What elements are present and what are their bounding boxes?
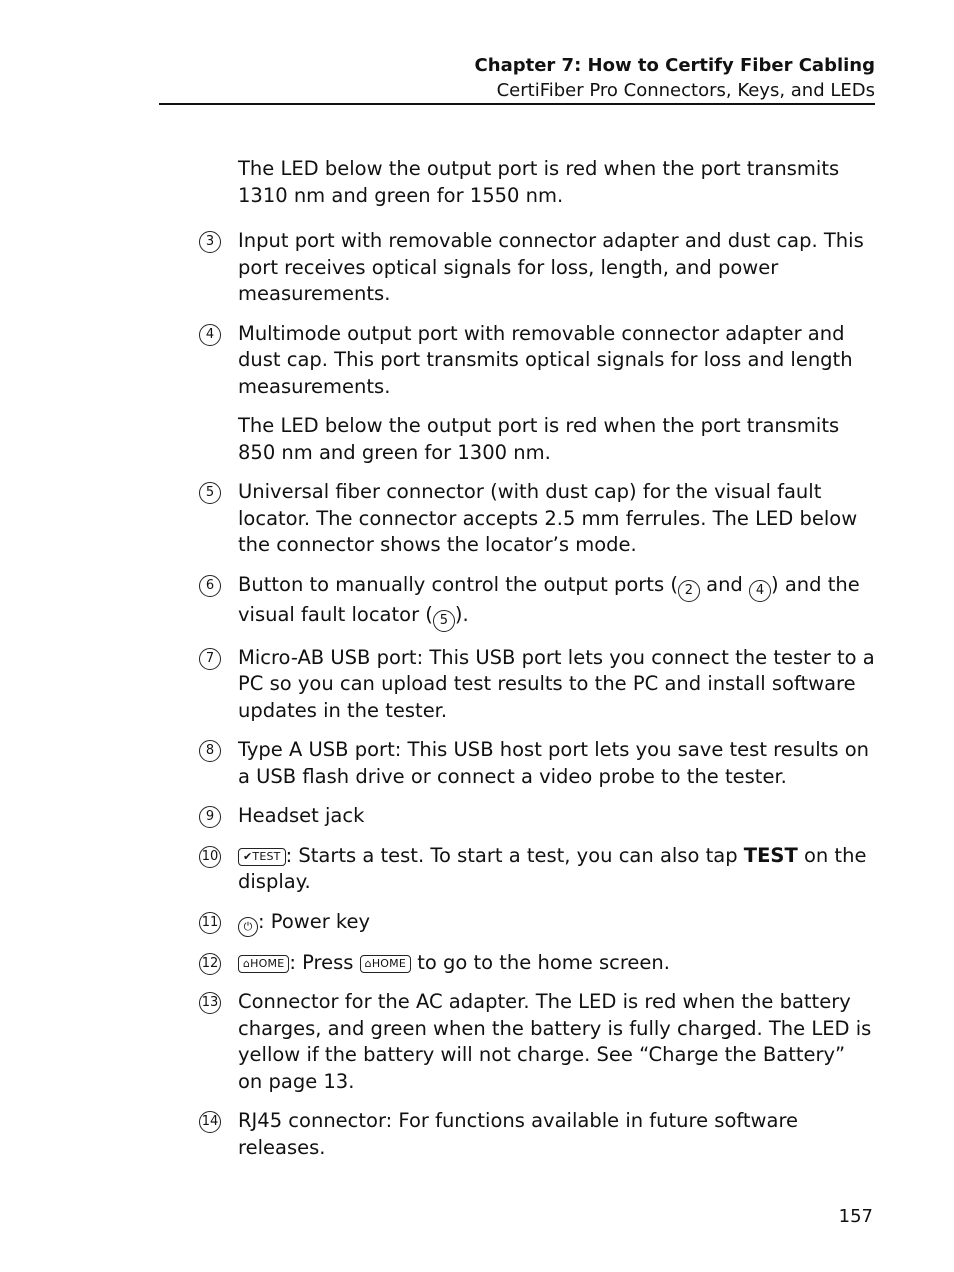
callout-number: 13 (199, 992, 221, 1014)
item-text: Connector for the AC adapter. The LED is red when the battery charges, and green when the battery is fully charged. The LED is yellow if the battery will not charge. See “Charge the Battery” on page 13. (238, 990, 872, 1093)
item-text: Input port with removable connector adapter and dust cap. This port receives optical signals for loss, length, and power measurements. (238, 229, 864, 305)
header-rule (159, 103, 875, 105)
callout-number: 11 (199, 912, 221, 934)
list-item-9 (199, 803, 875, 830)
home-key-icon: ⌂HOME (238, 955, 289, 973)
item-text (238, 844, 866, 894)
power-icon: ⏻ (238, 917, 258, 937)
callout-number: 6 (199, 575, 221, 597)
text-segment: : Starts a test. To start a test, you can also tap (285, 843, 744, 867)
item-text: Micro-AB USB port: This USB port lets you connect the tester to a PC so you can upload test results to the PC and install software updates in the tester. (238, 645, 875, 722)
callout-number: 7 (199, 648, 221, 670)
section-title: CertiFiber Pro Connectors, Keys, and LEDs (496, 80, 875, 101)
callout-number: 3 (199, 231, 221, 253)
inline-callout: 5 (433, 610, 455, 632)
item-text: RJ45 connector: For functions available in future software releases. (238, 1109, 799, 1159)
led-note-850: The LED below the output port is red when the port transmits 850 nm and green for 1300 nm. (238, 414, 840, 464)
test-key-icon: ✔TEST (238, 848, 286, 866)
list-item-12 (199, 950, 875, 977)
item-text (238, 573, 860, 626)
callout-number: 5 (199, 482, 221, 504)
callout-number: 8 (199, 740, 221, 762)
list-item-10 (199, 843, 875, 896)
callout-number: 10 (199, 846, 221, 868)
list-item-13 (199, 989, 875, 1095)
page-number: 157 (838, 1206, 873, 1227)
text-segment: on the display. (238, 843, 867, 893)
inline-callout: 4 (749, 580, 771, 602)
text-segment: ) and the visual fault locator ( (238, 572, 860, 626)
list-item-14 (199, 1108, 875, 1161)
body-content (199, 135, 875, 1161)
text-segment: : Power key (258, 909, 371, 933)
chapter-title: Chapter 7: How to Certify Fiber Cabling (474, 55, 875, 76)
list-item-4 (199, 321, 875, 401)
callout-number: 9 (199, 806, 221, 828)
text-segment: : Press (289, 950, 360, 974)
callout-number: 14 (199, 1111, 221, 1133)
list-item-7 (199, 645, 875, 725)
item-text (238, 951, 670, 974)
text-segment: to go to the home screen. (411, 950, 670, 974)
list-item-6 (199, 572, 875, 632)
inline-callout: 2 (678, 580, 700, 602)
led-note-1310: The LED below the output port is red when the port transmits 1310 nm and green for 1550 nm. (238, 156, 840, 207)
item-text: Multimode output port with removable connector adapter and dust cap. This port transmits optical signals for loss and length measurements. (238, 321, 853, 398)
test-label: TEST (743, 843, 798, 867)
list-item-5 (199, 479, 875, 559)
item-text (238, 910, 370, 933)
text-segment: ). (454, 602, 469, 626)
text-segment: and (699, 572, 750, 596)
item-text: Headset jack (238, 804, 365, 827)
list-item-3 (199, 228, 875, 308)
home-key-icon: ⌂HOME (360, 955, 411, 973)
running-header (159, 53, 875, 103)
text-segment: Button to manually control the output ports ( (238, 572, 678, 596)
item-text: Type A USB port: This USB host port lets you save test results on a USB flash drive or connect a video probe to the tester. (238, 738, 869, 788)
item-text: Universal fiber connector (with dust cap) for the visual fault locator. The connector accepts 2.5 mm ferrules. The LED below the connector shows the locator’s mode. (238, 480, 858, 556)
list-item-8 (199, 737, 875, 790)
list-item-11 (199, 909, 875, 937)
callout-number: 12 (199, 953, 221, 975)
callout-number: 4 (199, 324, 221, 346)
